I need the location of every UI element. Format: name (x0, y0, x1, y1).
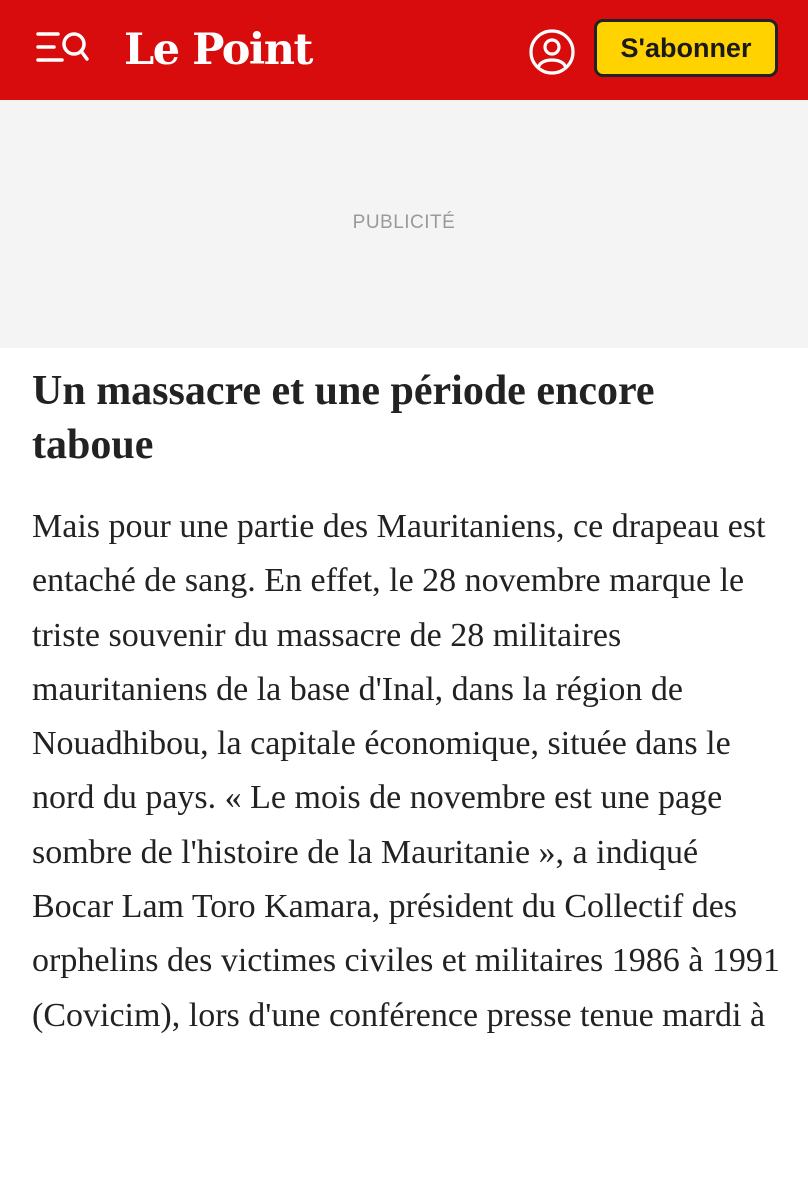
ad-label: PUBLICITÉ (352, 212, 456, 233)
section-heading: Un massacre et une période encore taboue (32, 368, 655, 468)
menu-search-icon (36, 28, 92, 72)
site-logo[interactable]: Le Point (124, 25, 312, 75)
article-body (32, 364, 782, 1043)
user-account-icon (528, 28, 576, 76)
advertisement-slot (0, 100, 808, 348)
menu-search-button[interactable] (36, 28, 92, 72)
account-button[interactable] (528, 28, 576, 76)
top-bar (0, 0, 808, 100)
article-paragraph: Mais pour une partie des Mauritaniens, ce drapeau est entaché de sang. En effet, le 28 novembre marque le triste souvenir du massacre de 28 militaires mauritaniens de la base d'Inal, dans la région de Nouadhibou, la capitale économique, située dans le nord du pays. « Le mois de novembre est une page sombre de l'histoire de la Mauritanie », a indiqué Bocar Lam Toro Kamara, président du Collectif des orphelins des victimes civiles et militaires 1986 à 1991 (Covicim), lors d'une conférence presse tenue mardi à (32, 508, 780, 1034)
subscribe-button[interactable]: S'abonner (594, 19, 778, 77)
